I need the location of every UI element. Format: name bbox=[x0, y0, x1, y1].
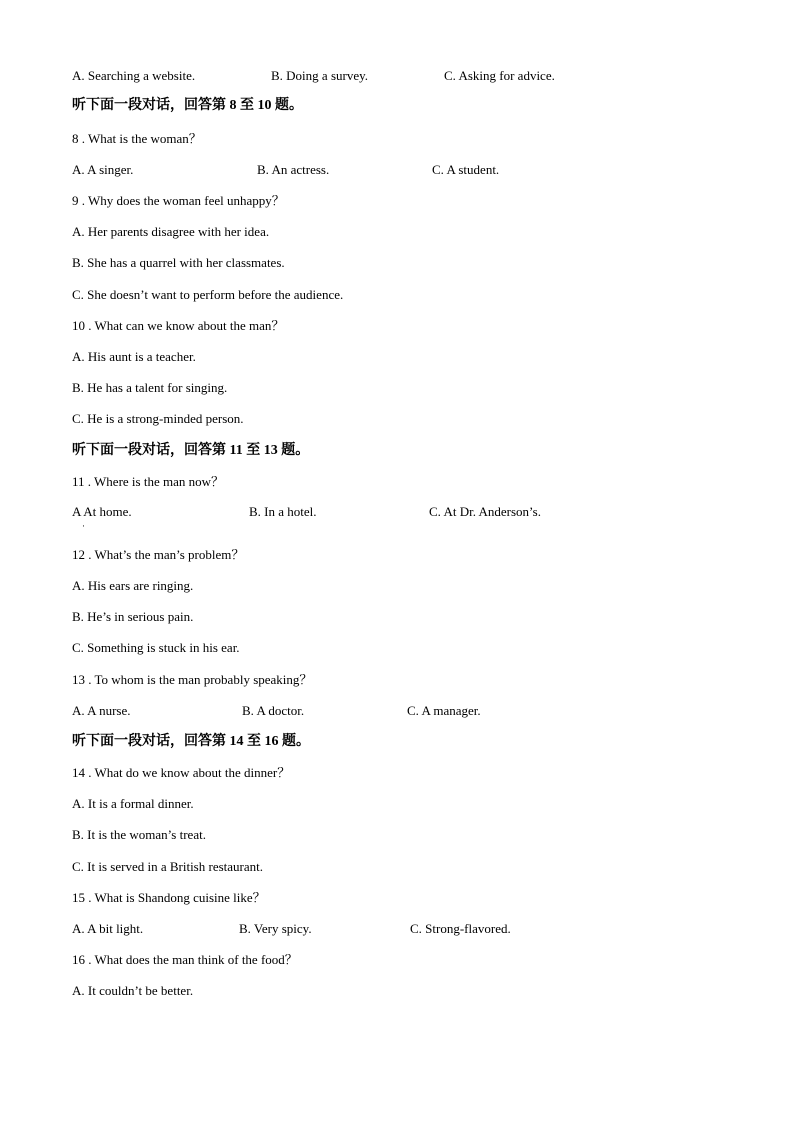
q14-option-a: A. It is a formal dinner. bbox=[72, 796, 194, 811]
q7-option-a: A. Searching a website. bbox=[72, 68, 196, 83]
question-13-stem: 13 . To whom is the man probably speaking？ bbox=[72, 672, 313, 687]
q10-option-a: A. His aunt is a teacher. bbox=[72, 349, 196, 364]
q15-option-b: B. Very spicy. bbox=[239, 921, 312, 936]
question-9-stem: 9 . Why does the woman feel unhappy？ bbox=[72, 193, 285, 208]
q9-option-b: B. She has a quarrel with her classmates. bbox=[72, 255, 285, 270]
question-8-stem: 8 . What is the woman？ bbox=[72, 131, 202, 146]
q15-option-a: A. A bit light. bbox=[72, 921, 144, 936]
q14-option-b: B. It is the woman’s treat. bbox=[72, 827, 206, 842]
q8-option-b: B. An actress. bbox=[257, 162, 330, 177]
q10-option-b: B. He has a talent for singing. bbox=[72, 380, 228, 395]
q7-option-c: C. Asking for advice. bbox=[444, 68, 555, 83]
q14-option-c: C. It is served in a British restaurant. bbox=[72, 859, 263, 874]
stray-mark: · bbox=[82, 521, 85, 531]
q13-option-a: A. A nurse. bbox=[72, 703, 131, 718]
question-16-stem: 16 . What does the man think of the food？ bbox=[72, 952, 298, 967]
question-11-stem: 11 . Where is the man now？ bbox=[72, 474, 224, 489]
q16-option-a: A. It couldn’t be better. bbox=[72, 983, 194, 998]
section-heading-14-16: 听下面一段对话，回答第 14 至 16 题。 bbox=[72, 734, 310, 749]
question-15-stem: 15 . What is Shandong cuisine like？ bbox=[72, 890, 266, 905]
q8-option-c: C. A student. bbox=[432, 162, 500, 177]
q8-option-a: A. A singer. bbox=[72, 162, 134, 177]
q11-option-b: B. In a hotel. bbox=[249, 504, 317, 519]
question-12-stem: 12 . What’s the man’s problem？ bbox=[72, 547, 245, 562]
q12-option-c: C. Something is stuck in his ear. bbox=[72, 640, 240, 655]
q11-option-c: C. At Dr. Anderson’s. bbox=[429, 504, 541, 519]
section-heading-11-13: 听下面一段对话，回答第 11 至 13 题。 bbox=[72, 443, 310, 458]
q12-option-b: B. He’s in serious pain. bbox=[72, 609, 194, 624]
q15-option-c: C. Strong-flavored. bbox=[410, 921, 511, 936]
q11-option-a: A At home. bbox=[72, 504, 132, 519]
q9-option-c: C. She doesn’t want to perform before the audience. bbox=[72, 287, 344, 302]
section-heading-8-10: 听下面一段对话，回答第 8 至 10 题。 bbox=[72, 98, 303, 113]
q7-option-b: B. Doing a survey. bbox=[271, 68, 369, 83]
question-10-stem: 10 . What can we know about the man？ bbox=[72, 318, 285, 333]
q9-option-a: A. Her parents disagree with her idea. bbox=[72, 224, 270, 239]
question-14-stem: 14 . What do we know about the dinner？ bbox=[72, 765, 291, 780]
q13-option-c: C. A manager. bbox=[407, 703, 481, 718]
q13-option-b: B. A doctor. bbox=[242, 703, 305, 718]
q10-option-c: C. He is a strong-minded person. bbox=[72, 411, 244, 426]
q12-option-a: A. His ears are ringing. bbox=[72, 578, 194, 593]
